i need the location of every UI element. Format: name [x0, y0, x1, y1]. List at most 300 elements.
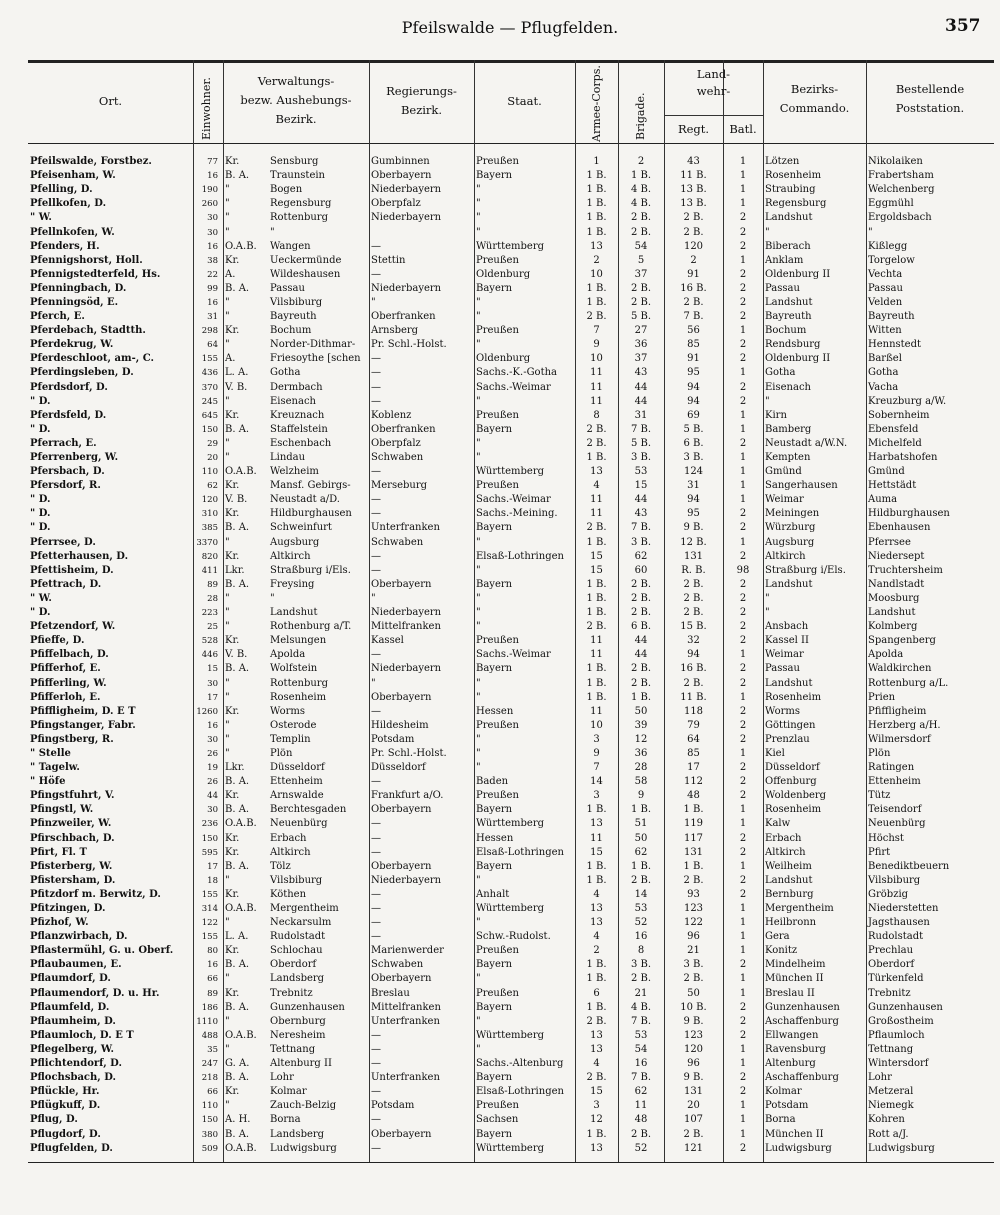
- cell-einwohner: 155: [201, 932, 218, 943]
- cell-armee-corps: 11: [590, 494, 603, 506]
- cell-landwehr-regt: 9 B.: [683, 522, 704, 534]
- cell-bezirks-commando: Augsburg: [765, 536, 815, 548]
- cell-einwohner: 155: [201, 889, 218, 900]
- cell-regierungsbezirk: Marienwerder: [371, 945, 444, 957]
- cell-ort: Pfieffe, D.: [30, 635, 85, 647]
- cell-landwehr-regt: 50: [687, 987, 700, 999]
- cell-brigade: 4 B.: [630, 198, 652, 210]
- cell-landwehr-batl: 1: [739, 903, 747, 915]
- cell-poststation: Herzberg a/H.: [868, 719, 941, 731]
- cell-landwehr-batl: 2: [739, 212, 747, 224]
- cell-landwehr-batl: 1: [739, 1128, 747, 1140]
- cell-einwohner: 30: [207, 734, 218, 745]
- cell-ort: Pflaumloch, D. E T: [30, 1029, 134, 1041]
- table-row: [28, 832, 994, 846]
- cell-staat: Württemberg: [476, 818, 545, 830]
- cell-landwehr-regt: 2 B.: [683, 212, 704, 224]
- cell-regierungsbezirk: Mittelfranken: [371, 1001, 441, 1013]
- cell-landwehr-regt: 3 B.: [683, 452, 704, 464]
- cell-bezirk-typ: Kr.: [225, 508, 240, 520]
- cell-brigade: 60: [634, 564, 648, 576]
- cell-bezirks-commando: Oldenburg II: [765, 268, 831, 280]
- cell-armee-corps: 1 B.: [586, 198, 607, 210]
- cell-landwehr-regt: 94: [687, 395, 700, 407]
- cell-regierungsbezirk: Oberpfalz: [371, 437, 421, 449]
- cell-poststation: Ergoldsbach: [868, 212, 932, 224]
- cell-brigade: 12: [634, 733, 648, 745]
- header-post-line: Poststation.: [895, 100, 965, 115]
- cell-landwehr-batl: 2: [739, 381, 747, 393]
- cell-landwehr-batl: 2: [739, 550, 747, 562]
- cell-landwehr-batl: 2: [739, 621, 747, 633]
- cell-armee-corps: 15: [590, 1086, 603, 1098]
- cell-armee-corps: 13: [590, 1043, 603, 1055]
- cell-verwaltungsbezirk: Mergentheim: [270, 903, 339, 915]
- cell-poststation: Pferrsee: [868, 536, 911, 548]
- cell-regierungsbezirk: Oberfranken: [371, 311, 436, 323]
- cell-bezirks-commando: Landshut: [765, 578, 813, 590]
- cell-poststation: Wintersdorf: [868, 1058, 929, 1070]
- cell-landwehr-batl: 1: [739, 1058, 747, 1070]
- cell-einwohner: 186: [201, 1002, 218, 1013]
- cell-brigade: 58: [634, 776, 648, 788]
- cell-landwehr-batl: 2: [739, 846, 747, 858]
- cell-regierungsbezirk: Niederbayern: [371, 874, 442, 886]
- cell-bezirk-typ: Kr.: [225, 888, 240, 900]
- cell-landwehr-batl: 2: [739, 832, 747, 844]
- cell-bezirks-commando: Ravensburg: [765, 1043, 826, 1055]
- cell-verwaltungsbezirk: Eisenach: [270, 395, 316, 407]
- cell-regierungsbezirk: Niederbayern: [371, 607, 442, 619]
- cell-brigade: 48: [634, 1114, 648, 1126]
- table-row: [28, 719, 994, 733]
- cell-brigade: 44: [634, 649, 648, 661]
- cell-bezirk-typ: ": [225, 874, 230, 886]
- cell-armee-corps: 4: [593, 888, 600, 900]
- cell-verwaltungsbezirk: Mansf. Gebirgs-: [270, 480, 351, 492]
- cell-poststation: Witten: [868, 325, 902, 337]
- cell-landwehr-regt: 31: [687, 480, 700, 492]
- cell-verwaltungsbezirk: Ueckermünde: [270, 254, 342, 266]
- cell-verwaltungsbezirk: Gunzenhausen: [270, 1001, 345, 1013]
- cell-armee-corps: 2 B.: [586, 1015, 607, 1027]
- cell-bezirk-typ: ": [225, 973, 230, 985]
- header-regierung-line: Bezirk.: [400, 102, 443, 117]
- cell-landwehr-batl: 2: [739, 705, 747, 717]
- cell-verwaltungsbezirk: Sensburg: [270, 156, 319, 168]
- cell-bezirks-commando: Bamberg: [765, 423, 812, 435]
- cell-bezirk-typ: ": [225, 1043, 230, 1055]
- cell-regierungsbezirk: —: [371, 1114, 381, 1126]
- cell-bezirk-typ: ": [225, 1015, 230, 1027]
- cell-einwohner: 22: [207, 269, 218, 280]
- cell-verwaltungsbezirk: ": [270, 592, 275, 604]
- cell-bezirks-commando: Regensburg: [765, 198, 827, 210]
- cell-einwohner: 436: [201, 368, 218, 379]
- cell-armee-corps: 2: [593, 254, 600, 266]
- cell-einwohner: 3370: [196, 537, 218, 548]
- header-landwehr-line: wehr-: [696, 84, 731, 99]
- cell-verwaltungsbezirk: Kolmar: [270, 1086, 307, 1098]
- cell-landwehr-batl: 1: [739, 480, 747, 492]
- cell-poststation: Rudolstadt: [868, 931, 924, 943]
- cell-bezirks-commando: Altenburg: [765, 1058, 816, 1070]
- table-row: [28, 775, 994, 789]
- cell-landwehr-batl: 2: [739, 1086, 747, 1098]
- cell-verwaltungsbezirk: Lohr: [270, 1072, 294, 1084]
- cell-staat: Bayern: [476, 578, 513, 590]
- cell-bezirk-typ: B. A.: [225, 423, 250, 435]
- cell-poststation: Ebensfeld: [868, 423, 919, 435]
- cell-armee-corps: 1 B.: [586, 804, 607, 816]
- cell-verwaltungsbezirk: Passau: [270, 282, 305, 294]
- cell-poststation: Apolda: [868, 649, 904, 661]
- cell-einwohner: 15: [207, 664, 218, 675]
- cell-einwohner: 1110: [196, 1016, 218, 1027]
- cell-staat: Preußen: [476, 1100, 519, 1112]
- cell-landwehr-regt: 2 B.: [683, 578, 704, 590]
- page-number: 357: [945, 16, 981, 36]
- cell-bezirk-typ: O.A.B.: [225, 818, 257, 830]
- cell-einwohner: 245: [201, 396, 218, 407]
- cell-staat: Sachs.-Weimar: [476, 649, 551, 661]
- cell-bezirk-typ: ": [225, 677, 230, 689]
- cell-bezirks-commando: Ludwigsburg: [765, 1142, 832, 1154]
- cell-ort: Pfisterberg, W.: [30, 860, 113, 872]
- cell-regierungsbezirk: —: [371, 395, 381, 407]
- cell-bezirk-typ: ": [225, 395, 230, 407]
- cell-brigade: 21: [634, 987, 648, 999]
- table-row: [28, 958, 994, 972]
- cell-brigade: 54: [634, 1043, 648, 1055]
- cell-regierungsbezirk: Schwaben: [371, 536, 424, 548]
- cell-staat: ": [476, 747, 481, 759]
- cell-landwehr-regt: 118: [683, 705, 704, 717]
- cell-bezirk-typ: Kr.: [225, 832, 240, 844]
- cell-bezirks-commando: Bernburg: [765, 888, 814, 900]
- cell-verwaltungsbezirk: Altenburg II: [270, 1058, 332, 1070]
- cell-brigade: 44: [634, 381, 648, 393]
- cell-armee-corps: 15: [590, 550, 603, 562]
- cell-landwehr-regt: 2 B.: [683, 677, 704, 689]
- cell-staat: Bayern: [476, 959, 513, 971]
- cell-brigade: 53: [634, 466, 648, 478]
- cell-poststation: ": [868, 226, 873, 238]
- cell-verwaltungsbezirk: Rothenburg a/T.: [270, 621, 352, 633]
- cell-landwehr-regt: 95: [687, 367, 700, 379]
- cell-landwehr-batl: 1: [739, 423, 747, 435]
- cell-verwaltungsbezirk: Düsseldorf: [270, 762, 325, 774]
- cell-staat: ": [476, 226, 481, 238]
- cell-brigade: 16: [634, 931, 648, 943]
- cell-bezirks-commando: Oldenburg II: [765, 353, 831, 365]
- cell-poststation: Wilmersdorf: [868, 733, 931, 745]
- cell-brigade: 2 B.: [630, 226, 652, 238]
- cell-brigade: 1 B.: [630, 170, 652, 182]
- cell-einwohner: 28: [207, 593, 218, 604]
- cell-poststation: Passau: [868, 282, 903, 294]
- cell-staat: Sachs.-Meining.: [476, 508, 558, 520]
- cell-brigade: 28: [634, 762, 648, 774]
- cell-landwehr-regt: R. B.: [681, 564, 706, 576]
- page-title: Pfeilswalde — Pflugfelden.: [401, 18, 619, 37]
- cell-poststation: Tütz: [868, 790, 891, 802]
- cell-verwaltungsbezirk: Neresheim: [270, 1029, 326, 1041]
- cell-brigade: 52: [634, 917, 648, 929]
- cell-poststation: Velden: [868, 296, 903, 308]
- cell-landwehr-regt: 16 B.: [680, 282, 707, 294]
- cell-armee-corps: 15: [590, 846, 603, 858]
- cell-landwehr-regt: 11 B.: [680, 170, 707, 182]
- cell-staat: Sachsen: [476, 1114, 519, 1126]
- cell-armee-corps: 13: [590, 240, 603, 252]
- table-row: [28, 620, 994, 634]
- cell-bezirk-typ: ": [225, 437, 230, 449]
- cell-landwehr-batl: 2: [739, 1072, 747, 1084]
- table-row: [28, 254, 994, 268]
- cell-bezirks-commando: Altkirch: [765, 846, 806, 858]
- cell-regierungsbezirk: —: [371, 353, 381, 365]
- cell-bezirk-typ: A.: [225, 353, 236, 365]
- cell-brigade: 50: [634, 705, 648, 717]
- cell-regierungsbezirk: —: [371, 818, 381, 830]
- cell-brigade: 4 B.: [630, 1001, 652, 1013]
- table-row: [28, 564, 994, 578]
- cell-verwaltungsbezirk: Rottenburg: [270, 677, 328, 689]
- cell-poststation: Sobernheim: [868, 409, 930, 421]
- cell-bezirks-commando: Gotha: [765, 367, 796, 379]
- header-regierung-line: Regierungs-: [386, 84, 457, 98]
- cell-landwehr-regt: 16 B.: [680, 663, 707, 675]
- cell-einwohner: 298: [201, 326, 218, 337]
- cell-poststation: Prien: [868, 691, 896, 703]
- cell-ort: " D.: [30, 607, 51, 619]
- cell-staat: Bayern: [476, 1001, 513, 1013]
- cell-bezirk-typ: O.A.B.: [225, 1142, 257, 1154]
- cell-poststation: Kreuzburg a/W.: [868, 395, 947, 407]
- cell-staat: Elsaß-Lothringen: [476, 550, 564, 562]
- cell-bezirk-typ: ": [225, 536, 230, 548]
- cell-landwehr-batl: 2: [739, 339, 747, 351]
- cell-poststation: Hildburghausen: [868, 508, 950, 520]
- cell-einwohner: 66: [207, 974, 218, 985]
- cell-landwehr-regt: 13 B.: [680, 198, 707, 210]
- cell-bezirk-typ: B. A.: [225, 170, 250, 182]
- table-row: [28, 676, 994, 690]
- cell-landwehr-regt: 91: [687, 268, 700, 280]
- cell-landwehr-regt: 48: [687, 790, 700, 802]
- cell-staat: Preußen: [476, 719, 519, 731]
- cell-landwehr-regt: 117: [683, 832, 704, 844]
- cell-regierungsbezirk: —: [371, 1058, 381, 1070]
- cell-einwohner: 44: [207, 791, 218, 802]
- cell-staat: ": [476, 677, 481, 689]
- cell-einwohner: 218: [201, 1073, 218, 1084]
- header-rule: [28, 143, 994, 144]
- cell-staat: Elsaß-Lothringen: [476, 1086, 564, 1098]
- cell-bezirks-commando: Passau: [765, 663, 800, 675]
- cell-bezirks-commando: Borna: [765, 1114, 796, 1126]
- header-batl: Batl.: [729, 122, 757, 136]
- cell-ort: Pfirt, Fl. T: [30, 846, 87, 858]
- cell-staat: ": [476, 592, 481, 604]
- cell-regierungsbezirk: —: [371, 466, 381, 478]
- cell-landwehr-batl: 1: [739, 466, 747, 478]
- cell-landwehr-batl: 1: [739, 170, 747, 182]
- cell-brigade: 2 B.: [630, 1128, 652, 1140]
- cell-landwehr-batl: 2: [739, 592, 747, 604]
- cell-regierungsbezirk: Pr. Schl.-Holst.: [371, 747, 447, 759]
- cell-bezirks-commando: Rendsburg: [765, 339, 821, 351]
- cell-bezirks-commando: ": [765, 395, 770, 407]
- cell-armee-corps: 1 B.: [586, 296, 607, 308]
- cell-bezirks-commando: Mergentheim: [765, 903, 834, 915]
- table-row: [28, 888, 994, 902]
- cell-einwohner: 26: [207, 748, 218, 759]
- header-poststation: [866, 80, 994, 118]
- cell-landwehr-batl: 2: [739, 1029, 747, 1041]
- cell-landwehr-batl: 1: [739, 367, 747, 379]
- cell-armee-corps: 1 B.: [586, 184, 607, 196]
- table-row: [28, 155, 994, 169]
- cell-brigade: 11: [634, 1100, 648, 1112]
- cell-brigade: 9: [637, 790, 645, 802]
- cell-armee-corps: 1 B.: [586, 282, 607, 294]
- cell-poststation: Welchenberg: [868, 184, 935, 196]
- cell-regierungsbezirk: Unterfranken: [371, 1015, 440, 1027]
- cell-landwehr-batl: 2: [739, 607, 747, 619]
- cell-brigade: 53: [634, 903, 648, 915]
- cell-poststation: Frabertsham: [868, 170, 934, 182]
- cell-poststation: Gunzenhausen: [868, 1001, 943, 1013]
- cell-staat: Preußen: [476, 156, 519, 168]
- cell-regierungsbezirk: Oberpfalz: [371, 198, 421, 210]
- cell-bezirk-typ: Kr.: [225, 987, 240, 999]
- cell-brigade: 2 B.: [630, 578, 652, 590]
- cell-armee-corps: 11: [590, 635, 603, 647]
- cell-bezirks-commando: Göttingen: [765, 719, 816, 731]
- cell-verwaltungsbezirk: Plön: [270, 747, 293, 759]
- cell-regierungsbezirk: —: [371, 776, 381, 788]
- table-row: [28, 606, 994, 620]
- cell-poststation: Harbatshofen: [868, 452, 938, 464]
- cell-verwaltungsbezirk: Hildburghausen: [270, 508, 352, 520]
- table-row: [28, 634, 994, 648]
- cell-poststation: Trebnitz: [868, 987, 911, 999]
- header-ort: Ort.: [98, 94, 123, 108]
- cell-regierungsbezirk: Potsdam: [371, 733, 415, 745]
- cell-landwehr-regt: 5 B.: [683, 423, 704, 435]
- table-row: [28, 874, 994, 888]
- table-row: [28, 310, 994, 324]
- cell-landwehr-regt: 64: [687, 733, 700, 745]
- cell-poststation: Gmünd: [868, 466, 905, 478]
- cell-bezirk-typ: A. H.: [225, 1114, 251, 1126]
- cell-ort: Pflaubaumen, E.: [30, 959, 122, 971]
- cell-ort: Pflastermühl, G. u. Oberf.: [30, 945, 174, 957]
- table-row: [28, 282, 994, 296]
- cell-poststation: Vacha: [868, 381, 899, 393]
- cell-bezirks-commando: Worms: [765, 705, 801, 717]
- cell-regierungsbezirk: Oberbayern: [371, 170, 432, 182]
- cell-bezirks-commando: Aschaffenburg: [765, 1015, 839, 1027]
- table-row: [28, 761, 994, 775]
- cell-bezirk-typ: B. A.: [225, 1128, 250, 1140]
- cell-einwohner: 17: [207, 692, 218, 703]
- cell-ort: Pfennigstedterfeld, Hs.: [30, 268, 161, 280]
- cell-landwehr-batl: 2: [739, 762, 747, 774]
- cell-landwehr-regt: 6 B.: [683, 437, 704, 449]
- table-row: [28, 395, 994, 409]
- cell-bezirks-commando: Prenzlau: [765, 733, 810, 745]
- cell-armee-corps: 2 B.: [586, 437, 607, 449]
- cell-brigade: 3 B.: [630, 536, 652, 548]
- cell-bezirk-typ: Kr.: [225, 790, 240, 802]
- cell-bezirk-typ: Lkr.: [225, 564, 245, 576]
- cell-poststation: Pfirt: [868, 846, 891, 858]
- cell-staat: Hessen: [476, 832, 514, 844]
- cell-bezirk-typ: Lkr.: [225, 762, 245, 774]
- cell-regierungsbezirk: —: [371, 832, 381, 844]
- cell-einwohner: 110: [201, 467, 218, 478]
- cell-ort: Pfennigshorst, Holl.: [30, 254, 143, 266]
- cell-verwaltungsbezirk: Borna: [270, 1114, 301, 1126]
- cell-einwohner: 150: [201, 424, 218, 435]
- table-row: [28, 1113, 994, 1127]
- cell-staat: ": [476, 395, 481, 407]
- cell-armee-corps: 3: [593, 1100, 600, 1112]
- table-row: [28, 1057, 994, 1071]
- cell-verwaltungsbezirk: Bogen: [270, 184, 303, 196]
- cell-staat: Preußen: [476, 635, 519, 647]
- cell-einwohner: 16: [207, 297, 218, 308]
- cell-ort: " D.: [30, 395, 51, 407]
- table-row: [28, 1085, 994, 1099]
- cell-brigade: 7 B.: [630, 1015, 652, 1027]
- cell-landwehr-batl: 1: [739, 1114, 747, 1126]
- cell-bezirks-commando: Straubing: [765, 184, 816, 196]
- cell-bezirk-typ: ": [225, 691, 230, 703]
- cell-ort: Pfetzendorf, W.: [30, 621, 116, 633]
- cell-brigade: 62: [634, 846, 648, 858]
- cell-armee-corps: 6: [593, 987, 600, 999]
- cell-landwehr-regt: 43: [687, 156, 700, 168]
- cell-landwehr-batl: 1: [739, 917, 747, 929]
- cell-poststation: Kolmberg: [868, 621, 918, 633]
- cell-armee-corps: 7: [593, 325, 600, 337]
- cell-staat: Bayern: [476, 860, 513, 872]
- cell-einwohner: 30: [207, 805, 218, 816]
- table-row: [28, 592, 994, 606]
- cell-einwohner: 385: [201, 523, 218, 534]
- cell-staat: Württemberg: [476, 903, 545, 915]
- cell-armee-corps: 1 B.: [586, 607, 607, 619]
- cell-einwohner: 509: [201, 1143, 218, 1154]
- cell-poststation: Bayreuth: [868, 311, 915, 323]
- cell-einwohner: 35: [207, 1044, 218, 1055]
- cell-poststation: Spangenberg: [868, 635, 936, 647]
- cell-landwehr-batl: 2: [739, 790, 747, 802]
- cell-poststation: Teisendorf: [868, 804, 922, 816]
- cell-einwohner: 38: [207, 255, 218, 266]
- cell-regierungsbezirk: —: [371, 846, 381, 858]
- cell-einwohner: 528: [201, 636, 218, 647]
- cell-armee-corps: 2 B.: [586, 522, 607, 534]
- cell-ort: " D.: [30, 494, 51, 506]
- cell-verwaltungsbezirk: Osterode: [270, 719, 317, 731]
- cell-regierungsbezirk: —: [371, 931, 381, 943]
- cell-einwohner: 26: [207, 777, 218, 788]
